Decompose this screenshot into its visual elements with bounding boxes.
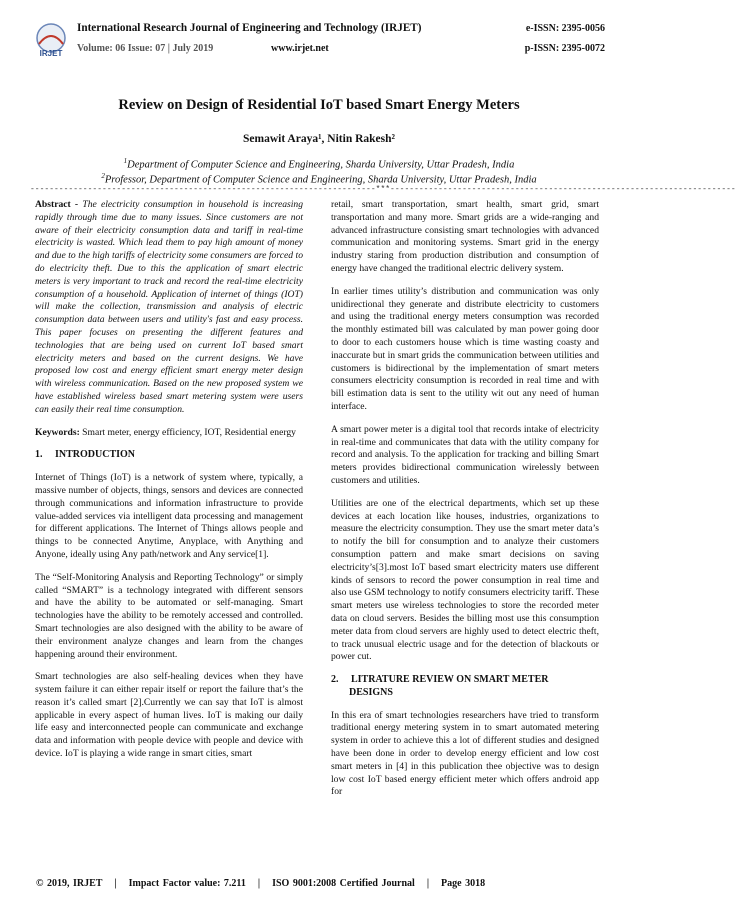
footer-impact-factor: Impact Factor value: 7.211 [128,878,246,889]
journal-header [33,20,605,70]
paper-title: Review on Design of Residential IoT based Smart Energy Meters [118,97,520,113]
left-column [35,199,303,771]
keywords-text: Smart meter, energy efficiency, IOT, Residential energy [79,426,296,438]
right-paragraph-4: Utilities are one of the electrical departments, which set up these devices at each location like houses, industries, organizations to measure the electricity consumption. They use the smart meter data’s to notify the bill for consumption and to analyze their customers consumption pattern and make smart decisions on saving electricity’s[3].most IoT based smart electricity maters use different kinds of sensors to record the power consumption in real time and also use GSM technology to notify consumers electricity tariff. These smart meters use wireless technologies to store the recorded meter data on cloud servers. Besides the billing most use this consumption meter data from cloud servers are highly used to detect electric theft, to track unusual electric usage and for the detection of blackouts or power cut. [331,497,599,663]
affiliation-1-text: Department of Computer Science and Engineering, Sharda University, Uttar Pradesh, India [127,159,515,171]
section-2-heading [331,674,599,700]
affiliation-2 [0,172,638,186]
eissn: e-ISSN: 2395-0056 [525,23,605,34]
footer-page-number: Page 3018 [441,878,486,889]
journal-title: International Research Journal of Engineering and Technology (IRJET) [77,22,422,34]
logo-text: IRJET [39,49,63,58]
page-footer [36,878,485,889]
section-2-title-b: DESIGNS [349,686,393,698]
affiliation-1-mark: 1 [123,157,128,165]
section-1-number: 1. [35,449,43,461]
abstract [35,199,303,417]
section-2-number: 2. [331,674,339,686]
section-2-title-a: LITRATURE REVIEW ON SMART METER [351,674,549,686]
affiliation-2-text: Professor, Department of Computer Science and Engineering, Sharda University, Uttar Pradesh, India [104,174,537,186]
footer-divider: | [114,878,117,889]
intro-paragraph-1: Internet of Things (IoT) is a network of system where, typically, a massive number of objects, things, sensors and devices are connected through communications and information infrastructure to provide value-added services via intelligent data processing and management for different applications. The Internet of Things allows people and things to be connected Anytime, Anyplace, with Anything and Anyone, ideally using Any path/network and Any service[1]. [35,472,303,560]
irjet-logo-icon [33,22,69,58]
volume-issue: Volume: 06 Issue: 07 | July 2019 [77,43,214,54]
journal-website-link[interactable]: www.irjet.net [271,43,329,54]
right-paragraph-1: retail, smart transportation, smart health, smart grid, smart transportation and many more. Smart grids are a wide-ranging and advanced infrastructure consisting smart technologies with advanced communication and monitoring systems. Smart grid in the energy industry staring from production distribution and consumption of energy have changed the traditional electric delivery system. [331,199,599,274]
paper-authors: Semawit Araya¹, Nitin Rakesh² [243,133,395,145]
affiliation-1 [0,157,638,171]
right-paragraph-3: A smart power meter is a digital tool that records intake of electricity in real-time and communicates that data with the utility company for record and analysis. To the application for tracking and billing Smart meters provides bidirectional communication wirelessly between customers and utilities. [331,423,599,486]
intro-paragraph-3: Smart technologies are also self-healing devices when they have system failure it can either repair itself or report the failure that’s the reason it’s called smart [2].Currently we can say that IoT is almost applicable in every aspect of human lives. IoT is making our daily life easy and interconnected people can communicate and exchange data and information with people device with people and device with device. IoT is playing a wide range in smart cities, smart [35,671,303,760]
right-column [331,199,599,809]
section-1-heading [35,449,303,462]
section-1-title: INTRODUCTION [55,449,136,461]
footer-iso: ISO 9001:2008 Certified Journal [272,878,415,889]
footer-divider: | [257,878,261,889]
intro-paragraph-2: The “Self-Monitoring Analysis and Reporting Technology” or simply called “SMART” is a technology integrated with different sensors and have the ability to be automated or self-managing. Smart technologies have the ability to be remotely accessed and controlled. Smart technologies are also designed with the ability to be aware of their environment analyze changes and learn from the changes happening around their environment. [35,571,303,660]
footer-copyright: © 2019, IRJET [36,878,103,889]
pissn: p-ISSN: 2395-0072 [524,43,605,54]
keywords [35,427,303,440]
keywords-label: Keywords: [35,426,80,438]
footer-divider: | [426,878,430,889]
right-paragraph-2: In earlier times utility’s distribution and communication was only unidirectional they generate and distribute electricity to customers and using the traditional energy meters consumption was recorded the monthly estimated bill was calculated by man power going door to door to each customers house which is time wasting coasty and inaccurate but in smart grids the communication between utilities and customers is bidirectional by the implementation of smart meters consumers electricity consumption is recorded in real time and with bill estimation data is sent to the utility wit out any need of human interface. [331,285,599,412]
section-separator: ------------------------------------------------------------------------***------------------------------------------------------------------------ [30,185,736,194]
abstract-text: The electricity consumption in household is increasing rapidly through time due to many issues. Since customers are not aware of their electricity consumption data and tariff in real-time electricity is wasted. Which lead them to pay high amount of money and due to the high tariffs of electricity some consumers are forced to do electricity theft. Due to this the application of smart electric meters is very important to track and record the real-time electricity consumption of a household. Application of internet of things (IOT) will make the collection, transmission and analysis of electric consumption data between users and utility's fast and easy process. This paper focuses on presenting the different features and technologies that are being used on current IoT based smart electricity meters and based on the current designs. We have proposed low cost and energy efficient smart energy meter design with wireless communication. Based on the new proposed system we have established wireless based smart metering system were users can easily their real time consumption. [35,199,304,415]
affiliation-2-mark: 2 [101,172,105,180]
right-paragraph-5: In this era of smart technologies researchers have tried to transform traditional energy metering system in to smart automated metering system in order to achieve this a lot of different studies and designed have been done in order to develop energy efficient and low cost smart meters in [4] in this publication thee objective was to design low cost IoT based energy efficient meter which offers android app for [331,709,599,798]
abstract-label: Abstract - [35,199,79,210]
